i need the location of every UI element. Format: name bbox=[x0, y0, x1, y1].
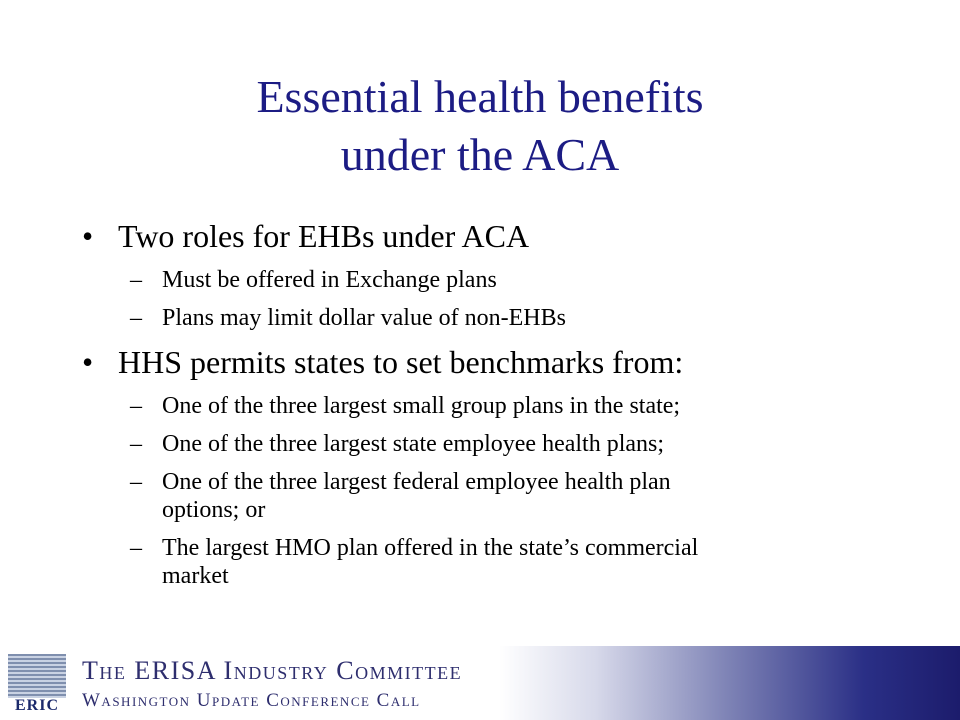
sub-bullet bbox=[130, 468, 922, 524]
slide-title bbox=[0, 68, 960, 184]
title-line-1: Essential health benefits bbox=[256, 71, 704, 122]
bullet-text: Two roles for EHBs under ACA bbox=[118, 218, 530, 254]
footer-banner bbox=[0, 646, 960, 720]
sub-bullet-line: market bbox=[162, 563, 229, 589]
sub-bullet-line: options; or bbox=[162, 497, 266, 523]
event-name: Washington Update Conference Call bbox=[82, 690, 421, 711]
dash-marker: – bbox=[130, 469, 142, 495]
dash-marker: – bbox=[130, 305, 142, 331]
bullet-text: HHS permits states to set benchmarks from: bbox=[118, 344, 684, 380]
sub-bullet-line: The largest HMO plan offered in the state’s commercial bbox=[162, 535, 699, 561]
sub-list bbox=[130, 266, 922, 332]
bullet-hhs-benchmarks bbox=[82, 342, 922, 382]
bullet-marker: • bbox=[82, 218, 94, 254]
dash-marker: – bbox=[130, 267, 142, 293]
sub-list bbox=[130, 392, 922, 590]
dash-marker: – bbox=[130, 431, 142, 457]
slide-body bbox=[82, 216, 922, 600]
footer-text bbox=[82, 656, 462, 712]
sub-bullet bbox=[130, 534, 922, 590]
sub-bullet-text: One of the three largest small group plans in the state; bbox=[162, 393, 681, 419]
bullet-marker: • bbox=[82, 344, 94, 380]
sub-bullet bbox=[130, 430, 922, 458]
sub-bullet bbox=[130, 304, 922, 332]
org-name: The ERISA Industry Committee bbox=[82, 656, 463, 685]
sub-bullet bbox=[130, 266, 922, 294]
title-line-2: under the ACA bbox=[340, 129, 620, 180]
sub-bullet-text: Must be offered in Exchange plans bbox=[162, 267, 497, 293]
sub-bullet bbox=[130, 392, 922, 420]
dash-marker: – bbox=[130, 535, 142, 561]
eric-logo bbox=[8, 654, 66, 712]
logo-stripes bbox=[8, 654, 66, 698]
sub-bullet-text: One of the three largest state employee health plans; bbox=[162, 431, 665, 457]
logo-text: ERIC bbox=[14, 697, 59, 714]
sub-bullet-line: One of the three largest federal employee health plan bbox=[162, 469, 671, 495]
sub-bullet-text: Plans may limit dollar value of non-EHBs bbox=[162, 305, 566, 331]
dash-marker: – bbox=[130, 393, 142, 419]
bullet-two-roles bbox=[82, 216, 922, 256]
